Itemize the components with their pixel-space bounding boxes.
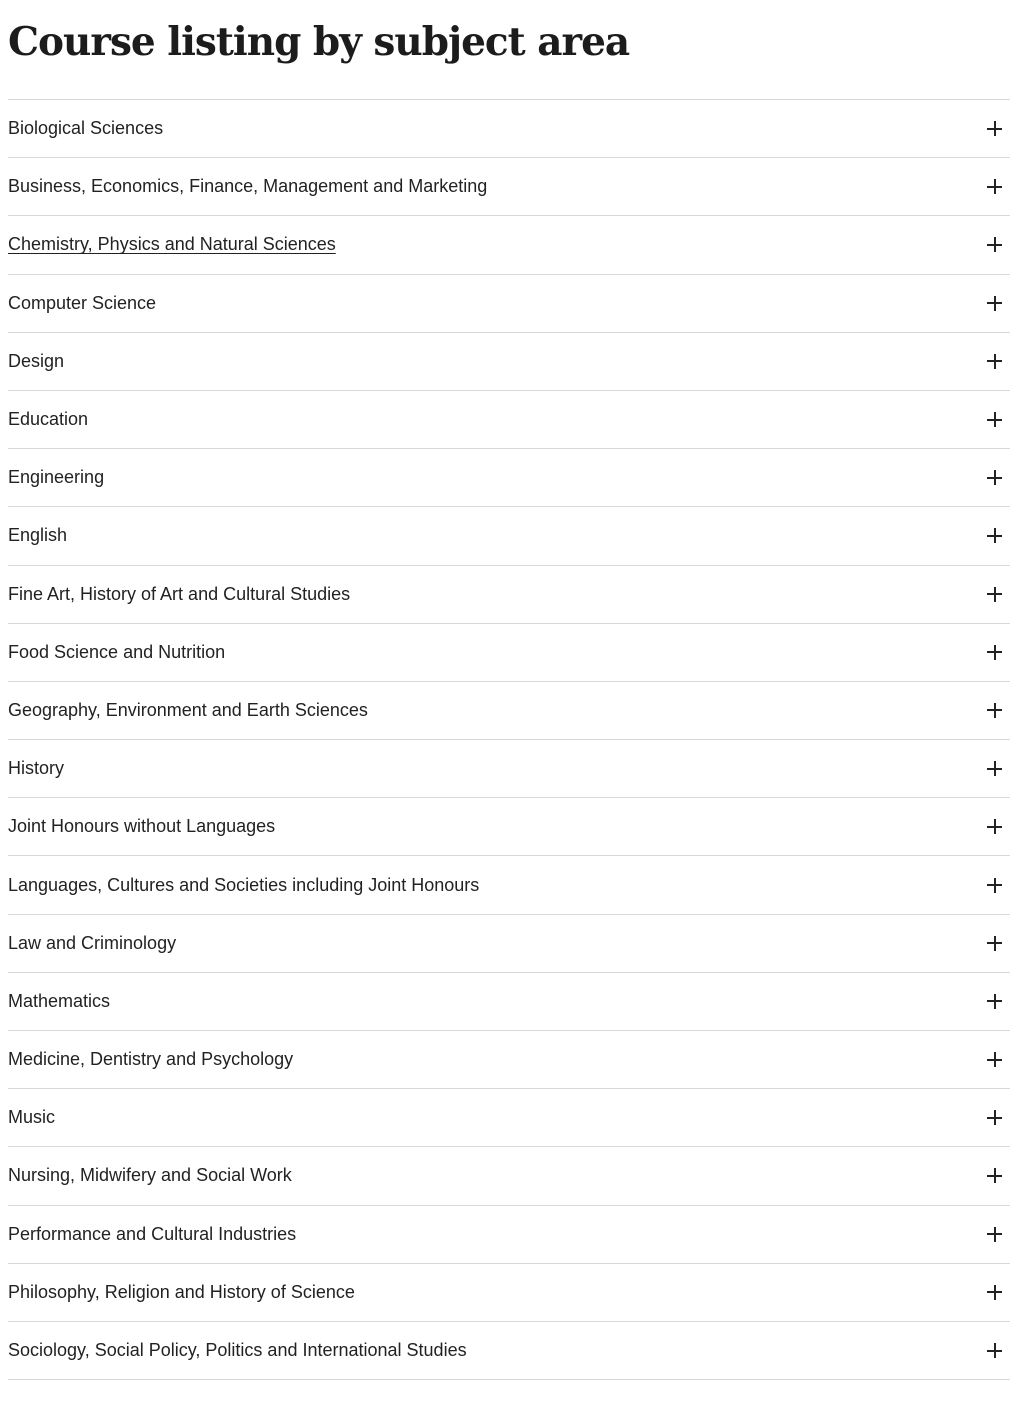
accordion-item[interactable]	[8, 333, 1010, 391]
plus-icon[interactable]	[987, 1168, 1002, 1183]
accordion-item-label: Food Science and Nutrition	[8, 641, 226, 662]
accordion-item-label: Music	[8, 1107, 56, 1128]
accordion-item[interactable]	[8, 158, 1010, 216]
plus-icon[interactable]	[987, 587, 1002, 602]
accordion-item[interactable]	[8, 391, 1010, 449]
accordion-item[interactable]	[8, 856, 1010, 914]
accordion-item-label: Sociology, Social Policy, Politics and International Studies	[8, 1340, 467, 1361]
accordion-item-label: Nursing, Midwifery and Social Work	[8, 1165, 292, 1186]
accordion-item-label: Medicine, Dentistry and Psychology	[8, 1049, 294, 1070]
plus-icon[interactable]	[987, 237, 1002, 252]
accordion-item-label: Philosophy, Religion and History of Science	[8, 1281, 355, 1302]
plus-icon[interactable]	[987, 1285, 1002, 1300]
accordion-item-label: Performance and Cultural Industries	[8, 1223, 297, 1244]
plus-icon[interactable]	[987, 761, 1002, 776]
accordion-item-label: Joint Honours without Languages	[8, 816, 276, 837]
course-listing-page	[8, 0, 1010, 1361]
plus-icon[interactable]	[987, 645, 1002, 660]
accordion-item-label: Biological Sciences	[8, 118, 164, 139]
plus-icon[interactable]	[987, 528, 1002, 543]
accordion-item-label: Geography, Environment and Earth Sciences	[8, 699, 368, 720]
accordion-item-label: Languages, Cultures and Societies including Joint Honours	[8, 874, 480, 895]
plus-icon[interactable]	[987, 1110, 1002, 1125]
accordion-item[interactable]	[8, 1264, 1010, 1322]
accordion-item[interactable]	[8, 1322, 1010, 1380]
plus-icon[interactable]	[987, 703, 1002, 718]
accordion-item[interactable]	[8, 100, 1010, 158]
accordion-item[interactable]	[8, 1031, 1010, 1089]
accordion-item[interactable]	[8, 216, 1010, 274]
plus-icon[interactable]	[987, 936, 1002, 951]
plus-icon[interactable]	[987, 878, 1002, 893]
accordion-item[interactable]	[8, 915, 1010, 973]
accordion-item-label: Business, Economics, Finance, Management and Marketing	[8, 176, 488, 197]
accordion-item[interactable]	[8, 566, 1010, 624]
plus-icon[interactable]	[987, 179, 1002, 194]
subject-accordion	[8, 99, 1010, 1380]
accordion-item-label: Mathematics	[8, 990, 111, 1011]
accordion-item-label: Law and Criminology	[8, 932, 177, 953]
accordion-item[interactable]	[8, 1206, 1010, 1264]
plus-icon[interactable]	[987, 354, 1002, 369]
plus-icon[interactable]	[987, 819, 1002, 834]
page-title: Course listing by subject area	[8, 19, 630, 65]
accordion-item-label: Computer Science	[8, 292, 157, 313]
accordion-item[interactable]	[8, 507, 1010, 565]
accordion-item-label: Design	[8, 350, 65, 371]
accordion-item[interactable]	[8, 973, 1010, 1031]
accordion-item[interactable]	[8, 798, 1010, 856]
plus-icon[interactable]	[987, 470, 1002, 485]
plus-icon[interactable]	[987, 1227, 1002, 1242]
accordion-item[interactable]	[8, 1147, 1010, 1205]
accordion-item[interactable]	[8, 1089, 1010, 1147]
plus-icon[interactable]	[987, 1052, 1002, 1067]
accordion-item[interactable]	[8, 449, 1010, 507]
accordion-item[interactable]	[8, 275, 1010, 333]
accordion-item[interactable]	[8, 740, 1010, 798]
plus-icon[interactable]	[987, 412, 1002, 427]
plus-icon[interactable]	[987, 994, 1002, 1009]
accordion-item-label: Fine Art, History of Art and Cultural Studies	[8, 583, 351, 604]
accordion-item[interactable]	[8, 682, 1010, 740]
accordion-item-label: English	[8, 525, 68, 546]
accordion-item-label: History	[8, 758, 65, 779]
accordion-item-label: Chemistry, Physics and Natural Sciences	[8, 234, 336, 255]
plus-icon[interactable]	[987, 121, 1002, 136]
plus-icon[interactable]	[987, 296, 1002, 311]
accordion-item[interactable]	[8, 624, 1010, 682]
plus-icon[interactable]	[987, 1343, 1002, 1358]
accordion-item-label: Education	[8, 409, 89, 430]
accordion-item-label: Engineering	[8, 467, 105, 488]
